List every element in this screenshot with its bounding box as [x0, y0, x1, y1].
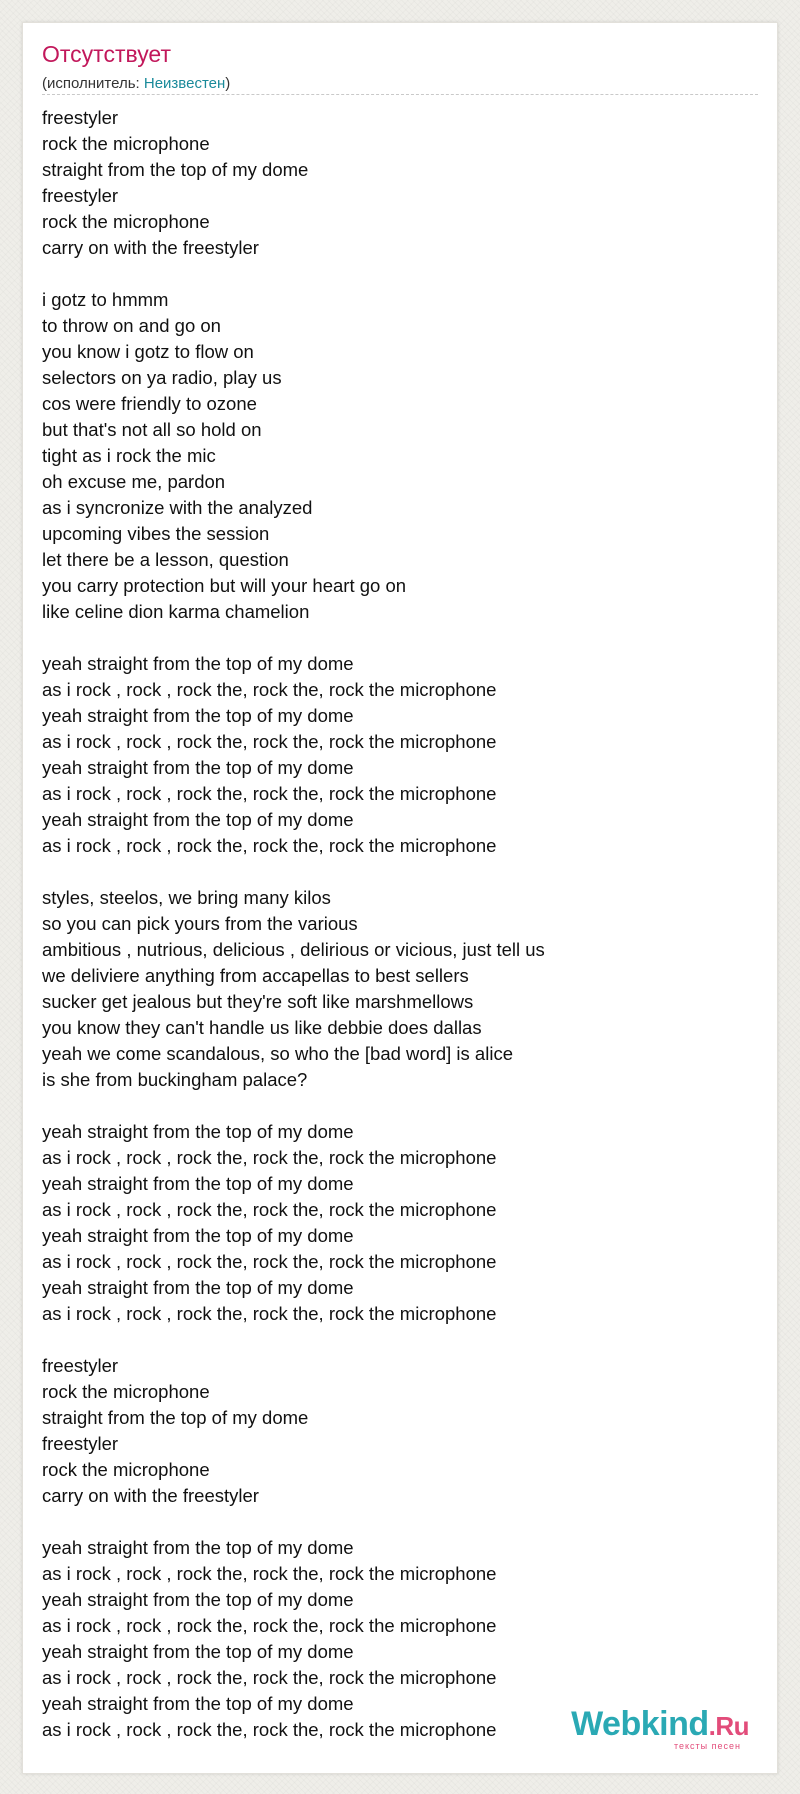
- lyrics-line: as i rock , rock , rock the, rock the, rock the microphone: [42, 679, 497, 700]
- brand-tagline: тексты песен: [673, 1741, 741, 1751]
- lyrics-line: rock the microphone: [42, 1381, 210, 1402]
- lyrics-line: yeah straight from the top of my dome: [42, 1225, 354, 1246]
- lyrics-line: yeah straight from the top of my dome: [42, 1277, 354, 1298]
- lyrics-line: as i rock , rock , rock the, rock the, rock the microphone: [42, 1147, 497, 1168]
- lyrics-line: freestyler: [42, 1433, 119, 1454]
- lyrics-line: yeah straight from the top of my dome: [42, 757, 354, 778]
- lyrics-line: rock the microphone: [42, 1459, 210, 1480]
- lyrics-line: carry on with the freestyler: [42, 1485, 259, 1506]
- lyrics-line: cos were friendly to ozone: [42, 393, 257, 414]
- lyrics-line: tight as i rock the mic: [42, 445, 216, 466]
- lyrics-line: rock the microphone: [42, 211, 210, 232]
- song-title: Отсутствует: [42, 41, 171, 67]
- lyrics-card: [22, 22, 778, 1774]
- lyrics-line: yeah straight from the top of my dome: [42, 1693, 354, 1714]
- lyrics-line: carry on with the freestyler: [42, 237, 259, 258]
- lyrics-line: ambitious , nutrious, delicious , delirious or vicious, just tell us: [42, 939, 545, 960]
- artist-suffix: ): [225, 75, 231, 92]
- lyrics-line: as i rock , rock , rock the, rock the, rock the microphone: [42, 1251, 497, 1272]
- lyrics-line: so you can pick yours from the various: [42, 913, 358, 934]
- lyrics-text: [42, 105, 758, 1743]
- lyrics-blank-line: [42, 1509, 758, 1535]
- lyrics-line: as i rock , rock , rock the, rock the, rock the microphone: [42, 1667, 497, 1688]
- lyrics-line: yeah straight from the top of my dome: [42, 1589, 354, 1610]
- lyrics-line: yeah we come scandalous, so who the [bad word] is alice: [42, 1043, 513, 1064]
- webkind-logo[interactable]: [571, 1707, 749, 1751]
- lyrics-blank-line: [42, 625, 758, 651]
- lyrics-blank-line: [42, 261, 758, 287]
- lyrics-line: yeah straight from the top of my dome: [42, 653, 354, 674]
- lyrics-line: straight from the top of my dome: [42, 1407, 309, 1428]
- lyrics-line: yeah straight from the top of my dome: [42, 809, 354, 830]
- lyrics-blank-line: [42, 1327, 758, 1353]
- lyrics-line: freestyler: [42, 1355, 119, 1376]
- lyrics-line: as i rock , rock , rock the, rock the, rock the microphone: [42, 1563, 497, 1584]
- lyrics-line: freestyler: [42, 107, 119, 128]
- lyrics-blank-line: [42, 1093, 758, 1119]
- lyrics-line: straight from the top of my dome: [42, 159, 309, 180]
- artist-prefix: (исполнитель:: [42, 75, 144, 92]
- lyrics-line: as i rock , rock , rock the, rock the, rock the microphone: [42, 783, 497, 804]
- lyrics-line: to throw on and go on: [42, 315, 221, 336]
- lyrics-line: as i rock , rock , rock the, rock the, rock the microphone: [42, 835, 497, 856]
- lyrics-line: freestyler: [42, 185, 119, 206]
- lyrics-line: upcoming vibes the session: [42, 523, 270, 544]
- lyrics-line: you know they can't handle us like debbie does dallas: [42, 1017, 482, 1038]
- lyrics-line: selectors on ya radio, play us: [42, 367, 282, 388]
- lyrics-blank-line: [42, 859, 758, 885]
- lyrics-line: sucker get jealous but they're soft like marshmellows: [42, 991, 474, 1012]
- brand-name: Webkind.Ru: [571, 1705, 749, 1743]
- brand-tld: .Ru: [708, 1711, 749, 1741]
- lyrics-line: yeah straight from the top of my dome: [42, 1537, 354, 1558]
- lyrics-line: yeah straight from the top of my dome: [42, 1173, 354, 1194]
- lyrics-line: i gotz to hmmm: [42, 289, 169, 310]
- lyrics-line: is she from buckingham palace?: [42, 1069, 308, 1090]
- lyrics-line: as i rock , rock , rock the, rock the, rock the microphone: [42, 1719, 497, 1740]
- lyrics-line: we deliviere anything from accapellas to best sellers: [42, 965, 469, 986]
- lyrics-line: oh excuse me, pardon: [42, 471, 226, 492]
- lyrics-line: but that's not all so hold on: [42, 419, 262, 440]
- artist-link[interactable]: Неизвестен: [143, 75, 226, 92]
- lyrics-line: yeah straight from the top of my dome: [42, 705, 354, 726]
- lyrics-line: let there be a lesson, question: [42, 549, 289, 570]
- lyrics-line: as i rock , rock , rock the, rock the, rock the microphone: [42, 1199, 497, 1220]
- lyrics-line: styles, steelos, we bring many kilos: [42, 887, 331, 908]
- title-divider: [42, 94, 758, 95]
- lyrics-line: you know i gotz to flow on: [42, 341, 254, 362]
- lyrics-line: you carry protection but will your heart go on: [42, 575, 407, 596]
- lyrics-line: as i rock , rock , rock the, rock the, rock the microphone: [42, 1303, 497, 1324]
- lyrics-line: yeah straight from the top of my dome: [42, 1641, 354, 1662]
- lyrics-line: as i rock , rock , rock the, rock the, rock the microphone: [42, 731, 497, 752]
- lyrics-line: as i syncronize with the analyzed: [42, 497, 313, 518]
- artist-line: [42, 75, 230, 92]
- lyrics-line: rock the microphone: [42, 133, 210, 154]
- lyrics-line: like celine dion karma chamelion: [42, 601, 310, 622]
- lyrics-line: as i rock , rock , rock the, rock the, rock the microphone: [42, 1615, 497, 1636]
- lyrics-line: yeah straight from the top of my dome: [42, 1121, 354, 1142]
